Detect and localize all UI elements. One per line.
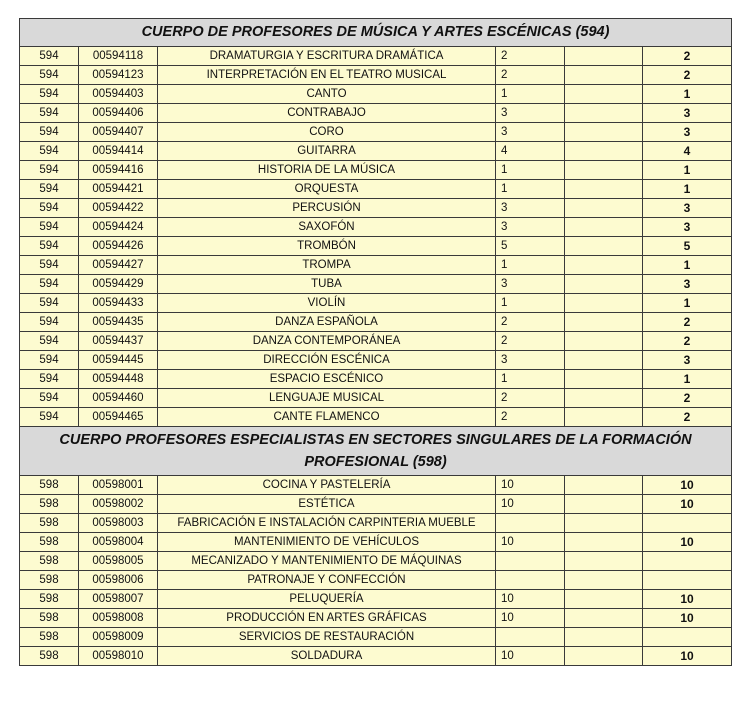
specialty-code: 00594118: [79, 47, 158, 66]
specialty-name: COCINA Y PASTELERÍA: [158, 476, 496, 495]
specialty-code: 00598010: [79, 647, 158, 666]
table-row: [20, 218, 732, 237]
table-row: [20, 142, 732, 161]
cuerpo-code: 598: [20, 495, 79, 514]
cuerpo-code: 594: [20, 313, 79, 332]
plazas-value: 2: [496, 332, 565, 351]
plazas-value: 10: [496, 609, 565, 628]
extra-value: [565, 123, 643, 142]
cuerpo-code: 594: [20, 370, 79, 389]
extra-value: [565, 514, 643, 533]
plazas-value: 10: [496, 476, 565, 495]
extra-value: [565, 256, 643, 275]
table-row: [20, 123, 732, 142]
cuerpo-code: 598: [20, 609, 79, 628]
total-value: 10: [643, 647, 732, 666]
table-row: [20, 552, 732, 571]
cuerpo-code: 598: [20, 514, 79, 533]
specialty-code: 00594416: [79, 161, 158, 180]
plazas-value: 2: [496, 47, 565, 66]
extra-value: [565, 237, 643, 256]
table-row: [20, 85, 732, 104]
table-row: [20, 590, 732, 609]
extra-value: [565, 590, 643, 609]
cuerpo-code: 594: [20, 332, 79, 351]
specialty-name: DANZA ESPAÑOLA: [158, 313, 496, 332]
table-row: [20, 628, 732, 647]
specialty-name: CONTRABAJO: [158, 104, 496, 123]
specialty-name: VIOLÍN: [158, 294, 496, 313]
plazas-value: 3: [496, 123, 565, 142]
plazas-value: 10: [496, 590, 565, 609]
specialty-name: TUBA: [158, 275, 496, 294]
total-value: 1: [643, 370, 732, 389]
specialty-name: GUITARRA: [158, 142, 496, 161]
table-row: [20, 514, 732, 533]
plazas-value: 2: [496, 408, 565, 427]
plazas-value: [496, 552, 565, 571]
specialty-code: 00594460: [79, 389, 158, 408]
specialty-code: 00598007: [79, 590, 158, 609]
specialty-name: PELUQUERÍA: [158, 590, 496, 609]
cuerpo-code: 594: [20, 66, 79, 85]
specialty-code: 00594437: [79, 332, 158, 351]
extra-value: [565, 351, 643, 370]
plazas-value: 4: [496, 142, 565, 161]
section-594-header-row: [20, 19, 732, 47]
specialty-code: 00594429: [79, 275, 158, 294]
specialty-name: PERCUSIÓN: [158, 199, 496, 218]
total-value: 3: [643, 218, 732, 237]
extra-value: [565, 609, 643, 628]
extra-value: [565, 142, 643, 161]
cuerpo-code: 594: [20, 218, 79, 237]
table-row: [20, 104, 732, 123]
table-row: [20, 237, 732, 256]
specialty-code: 00598005: [79, 552, 158, 571]
table-row: [20, 180, 732, 199]
extra-value: [565, 495, 643, 514]
plazas-value: 2: [496, 313, 565, 332]
specialty-name: SOLDADURA: [158, 647, 496, 666]
extra-value: [565, 161, 643, 180]
total-value: 10: [643, 476, 732, 495]
table-row: [20, 66, 732, 85]
total-value: 2: [643, 313, 732, 332]
total-value: 2: [643, 66, 732, 85]
cuerpo-code: 594: [20, 180, 79, 199]
cuerpo-code: 594: [20, 123, 79, 142]
total-value: 2: [643, 332, 732, 351]
plazas-table: [19, 18, 732, 666]
specialty-code: 00594426: [79, 237, 158, 256]
extra-value: [565, 199, 643, 218]
table-row: [20, 161, 732, 180]
extra-value: [565, 571, 643, 590]
table-row: [20, 256, 732, 275]
specialty-code: 00598008: [79, 609, 158, 628]
extra-value: [565, 313, 643, 332]
plazas-value: 5: [496, 237, 565, 256]
specialty-name: FABRICACIÓN E INSTALACIÓN CARPINTERIA MUEBLE: [158, 514, 496, 533]
specialty-name: SERVICIOS DE RESTAURACIÓN: [158, 628, 496, 647]
extra-value: [565, 533, 643, 552]
table-row: [20, 199, 732, 218]
table-row: [20, 332, 732, 351]
plazas-value: 10: [496, 495, 565, 514]
specialty-name: ESTÉTICA: [158, 495, 496, 514]
total-value: 4: [643, 142, 732, 161]
cuerpo-code: 598: [20, 590, 79, 609]
table-row: [20, 47, 732, 66]
total-value: 1: [643, 161, 732, 180]
total-value: 2: [643, 408, 732, 427]
specialty-name: DIRECCIÓN ESCÉNICA: [158, 351, 496, 370]
cuerpo-code: 594: [20, 47, 79, 66]
specialty-code: 00594421: [79, 180, 158, 199]
plazas-value: 1: [496, 180, 565, 199]
extra-value: [565, 628, 643, 647]
plazas-value: 3: [496, 351, 565, 370]
cuerpo-code: 594: [20, 351, 79, 370]
specialty-code: 00594407: [79, 123, 158, 142]
specialty-name: MECANIZADO Y MANTENIMIENTO DE MÁQUINAS: [158, 552, 496, 571]
plazas-value: 1: [496, 256, 565, 275]
cuerpo-code: 598: [20, 628, 79, 647]
table-row: [20, 408, 732, 427]
table-row: [20, 609, 732, 628]
plazas-value: [496, 514, 565, 533]
extra-value: [565, 332, 643, 351]
plazas-value: 2: [496, 389, 565, 408]
plazas-value: 3: [496, 199, 565, 218]
table-row: [20, 389, 732, 408]
total-value: 3: [643, 275, 732, 294]
extra-value: [565, 218, 643, 237]
section-598-title: CUERPO PROFESORES ESPECIALISTAS EN SECTORES SINGULARES DE LA FORMACIÓN PROFESIONAL (598): [20, 427, 732, 476]
specialty-name: MANTENIMIENTO DE VEHÍCULOS: [158, 533, 496, 552]
total-value: 3: [643, 199, 732, 218]
total-value: 1: [643, 256, 732, 275]
specialty-code: 00598004: [79, 533, 158, 552]
section-598-header-row: [20, 427, 732, 476]
specialty-name: PRODUCCIÓN EN ARTES GRÁFICAS: [158, 609, 496, 628]
cuerpo-code: 598: [20, 647, 79, 666]
cuerpo-code: 594: [20, 85, 79, 104]
cuerpo-code: 594: [20, 199, 79, 218]
total-value: [643, 552, 732, 571]
total-value: 10: [643, 533, 732, 552]
table-row: [20, 495, 732, 514]
cuerpo-code: 594: [20, 161, 79, 180]
specialty-code: 00594427: [79, 256, 158, 275]
specialty-name: LENGUAJE MUSICAL: [158, 389, 496, 408]
extra-value: [565, 647, 643, 666]
cuerpo-code: 594: [20, 256, 79, 275]
extra-value: [565, 47, 643, 66]
extra-value: [565, 180, 643, 199]
extra-value: [565, 552, 643, 571]
total-value: [643, 628, 732, 647]
specialty-name: TROMBÓN: [158, 237, 496, 256]
table-row: [20, 476, 732, 495]
specialty-code: 00598009: [79, 628, 158, 647]
table-row: [20, 294, 732, 313]
total-value: 1: [643, 85, 732, 104]
plazas-value: 3: [496, 218, 565, 237]
specialty-code: 00598003: [79, 514, 158, 533]
specialty-name: ESPACIO ESCÉNICO: [158, 370, 496, 389]
specialty-name: CANTO: [158, 85, 496, 104]
plazas-value: 2: [496, 66, 565, 85]
plazas-value: 3: [496, 275, 565, 294]
specialty-code: 00594448: [79, 370, 158, 389]
cuerpo-code: 594: [20, 294, 79, 313]
table-row: [20, 571, 732, 590]
cuerpo-code: 594: [20, 104, 79, 123]
specialty-code: 00598001: [79, 476, 158, 495]
specialty-code: 00594445: [79, 351, 158, 370]
specialty-code: 00594435: [79, 313, 158, 332]
specialty-name: ORQUESTA: [158, 180, 496, 199]
specialty-name: INTERPRETACIÓN EN EL TEATRO MUSICAL: [158, 66, 496, 85]
extra-value: [565, 66, 643, 85]
extra-value: [565, 275, 643, 294]
plazas-value: 1: [496, 370, 565, 389]
specialty-code: 00598006: [79, 571, 158, 590]
cuerpo-code: 594: [20, 237, 79, 256]
specialty-name: HISTORIA DE LA MÚSICA: [158, 161, 496, 180]
extra-value: [565, 294, 643, 313]
specialty-code: 00594403: [79, 85, 158, 104]
specialty-code: 00594433: [79, 294, 158, 313]
table-row: [20, 351, 732, 370]
specialty-code: 00598002: [79, 495, 158, 514]
total-value: 10: [643, 495, 732, 514]
extra-value: [565, 389, 643, 408]
specialty-code: 00594422: [79, 199, 158, 218]
plazas-value: 10: [496, 533, 565, 552]
specialty-code: 00594465: [79, 408, 158, 427]
table-row: [20, 313, 732, 332]
extra-value: [565, 85, 643, 104]
specialty-code: 00594406: [79, 104, 158, 123]
total-value: [643, 514, 732, 533]
plazas-value: [496, 628, 565, 647]
plazas-value: 3: [496, 104, 565, 123]
specialty-name: DRAMATURGIA Y ESCRITURA DRAMÁTICA: [158, 47, 496, 66]
total-value: 3: [643, 104, 732, 123]
specialty-code: 00594123: [79, 66, 158, 85]
total-value: 1: [643, 294, 732, 313]
total-value: 3: [643, 351, 732, 370]
cuerpo-code: 594: [20, 142, 79, 161]
specialty-name: CORO: [158, 123, 496, 142]
cuerpo-code: 598: [20, 476, 79, 495]
total-value: 1: [643, 180, 732, 199]
table-row: [20, 647, 732, 666]
total-value: 5: [643, 237, 732, 256]
plazas-value: [496, 571, 565, 590]
extra-value: [565, 370, 643, 389]
table-row: [20, 370, 732, 389]
section-594-title: CUERPO DE PROFESORES DE MÚSICA Y ARTES ESCÉNICAS (594): [20, 19, 732, 47]
cuerpo-code: 594: [20, 389, 79, 408]
total-value: 2: [643, 47, 732, 66]
total-value: 10: [643, 590, 732, 609]
specialty-code: 00594424: [79, 218, 158, 237]
extra-value: [565, 408, 643, 427]
cuerpo-code: 598: [20, 571, 79, 590]
plazas-value: 10: [496, 647, 565, 666]
cuerpo-code: 594: [20, 275, 79, 294]
plazas-value: 1: [496, 161, 565, 180]
plazas-value: 1: [496, 294, 565, 313]
specialty-name: DANZA CONTEMPORÁNEA: [158, 332, 496, 351]
cuerpo-code: 594: [20, 408, 79, 427]
cuerpo-code: 598: [20, 533, 79, 552]
cuerpo-code: 598: [20, 552, 79, 571]
specialty-code: 00594414: [79, 142, 158, 161]
specialty-name: SAXOFÓN: [158, 218, 496, 237]
total-value: [643, 571, 732, 590]
plazas-value: 1: [496, 85, 565, 104]
extra-value: [565, 476, 643, 495]
total-value: 3: [643, 123, 732, 142]
specialty-name: CANTE FLAMENCO: [158, 408, 496, 427]
table-body: [20, 19, 732, 666]
specialty-name: TROMPA: [158, 256, 496, 275]
specialty-name: PATRONAJE Y CONFECCIÓN: [158, 571, 496, 590]
document-table-wrapper: [19, 18, 731, 666]
table-row: [20, 533, 732, 552]
total-value: 2: [643, 389, 732, 408]
extra-value: [565, 104, 643, 123]
table-row: [20, 275, 732, 294]
total-value: 10: [643, 609, 732, 628]
